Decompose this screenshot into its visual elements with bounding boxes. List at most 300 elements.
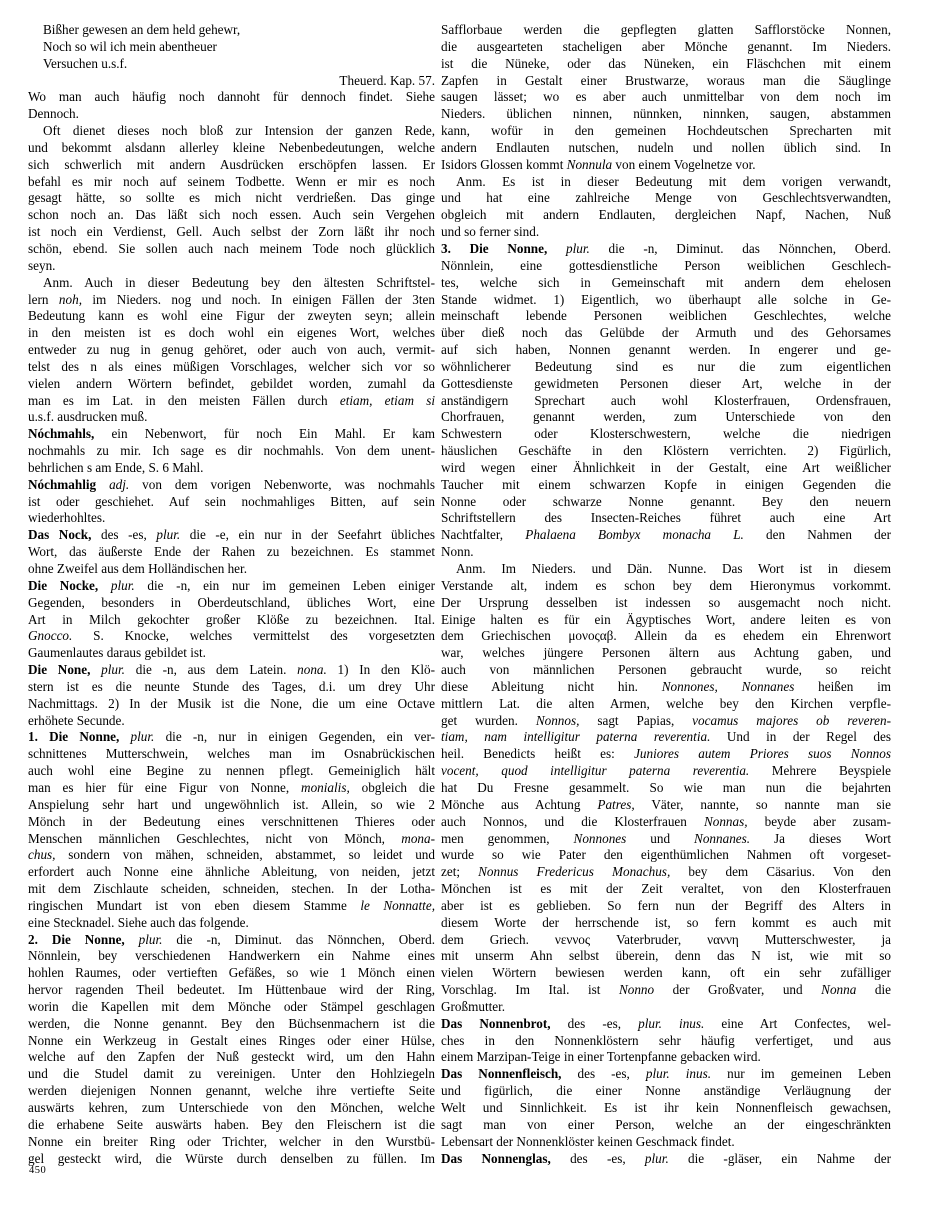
text-run: meinschaft lebende Personen weiblichen Geschlechtes, welche <box>441 308 891 324</box>
text-line <box>441 763 891 780</box>
text-run: Nieders. üblichen ninnen, nünnken, ninnken, saugen, abstammen <box>441 106 891 122</box>
text-run: Isidors Glossen kommt <box>441 156 567 172</box>
text-run: und figürlich, die einer Nonne anständige Verläugnung der <box>441 1083 891 1099</box>
text-run: von einem Vogelnetze vor. <box>612 156 756 172</box>
text-run: Nonnones <box>573 830 627 846</box>
text-line <box>28 123 435 140</box>
text-run: des -es, <box>91 527 157 543</box>
text-run: worin die Kapellen mit dem Mönche oder Stämpel geschlagen <box>28 998 435 1014</box>
text-run: Das Nock, <box>28 527 92 543</box>
text-line <box>441 1033 891 1050</box>
text-run: Phalaena Bombyx monacha L. <box>525 527 744 543</box>
text-run: Nonnones, Nonnanes <box>661 678 795 694</box>
text-run: saugen lässet; wo es aber auch unmittelbar von dem noch im <box>441 89 891 105</box>
text-line <box>441 73 891 90</box>
text-line <box>28 595 435 612</box>
text-line <box>441 746 891 763</box>
text-run: beyde aber zusam- <box>747 813 891 829</box>
text-run: Gnocco. <box>28 628 73 644</box>
text-run: befahl es mir noch auf seinem Todbette. Wenn er mir es noch <box>28 173 435 189</box>
text-line <box>28 662 435 679</box>
text-run: vielen Wörtern bewiesen werden kann, oft ein sehr zufälliger <box>441 965 891 981</box>
text-run: die <box>856 982 891 998</box>
text-line <box>28 190 435 207</box>
text-line <box>441 864 891 881</box>
text-run: Die Nocke, <box>28 577 99 593</box>
text-run: plur. inus. <box>638 1015 705 1031</box>
text-run: erhöhete Secunde. <box>28 712 125 728</box>
text-run: mit unserm Ahn selbst überein, denn das N ist, wie mit so <box>441 948 891 964</box>
text-run: Ja dieses Wort <box>750 830 891 846</box>
text-line <box>28 477 435 494</box>
text-line <box>441 89 891 106</box>
text-run: des -es, <box>550 1015 639 1031</box>
text-line <box>28 847 435 864</box>
text-line <box>28 797 435 814</box>
text-run: get wurden. <box>441 712 536 728</box>
text-line <box>28 106 435 123</box>
text-run: werden diejenigen Nonnen genannt, welche ihre vertiefte Seite <box>28 1083 435 1099</box>
text-run: wiederhohltes. <box>28 510 106 526</box>
text-run: bey dem Cäsarius. Von den <box>670 864 891 880</box>
text-line <box>28 696 435 713</box>
text-run: tiam, nam intelligitur paterna reverentia. <box>441 729 711 745</box>
text-run: adj. <box>109 476 130 492</box>
text-run: schnittenes Mutterschwein, welches man im Osnabrückischen <box>28 746 435 762</box>
text-run: welche auf den Zapfen der Nuß gesteckt wird, um den Hahn <box>28 1049 435 1065</box>
text-run: Zapfen in Gestalt einer Brustwarze, woraus man die Säuglinge <box>441 72 891 88</box>
text-run: auswärts kehren, zum Unterschiede von den Mönchen, welche <box>28 1100 435 1115</box>
text-run: obgleich die <box>349 779 435 795</box>
text-run: noh, <box>58 291 82 307</box>
text-run: man es hier für eine Figur von Nonne, <box>28 779 302 795</box>
text-line <box>28 207 435 224</box>
text-line <box>441 679 891 696</box>
text-run: Nóchmahls, <box>28 426 95 442</box>
text-run: auch von männlichen Personen gebraucht wurde, so reicht <box>441 662 891 678</box>
text-run: Das Nonnenglas, <box>441 1150 551 1166</box>
text-line <box>441 915 891 932</box>
text-run: Anm. Es ist in dieser Bedeutung mit dem vorigen verwandt, <box>456 173 891 189</box>
text-run: Nonne oder schwarze Nonne genannt. Bey den neuern <box>441 493 891 509</box>
text-run: ringischen Mundart ist von eben diesem Stamme <box>28 897 361 913</box>
text-line <box>441 123 891 140</box>
text-line <box>28 174 435 191</box>
text-run: Nonnula <box>566 156 613 172</box>
text-line <box>28 1049 435 1066</box>
text-run: Art in Milch gekochter großer Klöße zu bezeichnen. Ital. <box>28 611 435 627</box>
text-line <box>28 22 435 39</box>
text-run: 2. Die Nonne, <box>28 931 125 947</box>
text-run: mit dem Zischlaute scheiden, schneiden, stechen. In der Lotha- <box>28 881 435 897</box>
text-run: Gaumenlautes daraus gebildet ist. <box>28 645 206 661</box>
text-line <box>28 679 435 696</box>
text-run: Gottesdienste gewidmeten Personen dieser Art, welche in der <box>441 375 891 391</box>
text-line <box>28 1066 435 1083</box>
text-run: Nonne ein breiter Ring oder Trichter, welcher in den Wurstbü- <box>28 1133 435 1149</box>
text-run: man es im Lat. in den meisten Fällen durch <box>28 392 340 408</box>
text-run: häuslichen Geschäfte in den Klöstern verrichten. 2) Figürlich, <box>441 443 891 459</box>
text-run: Nonno <box>618 982 655 998</box>
text-line <box>28 376 435 393</box>
text-run: Nonnanes. <box>694 830 751 846</box>
text-run: plur. <box>101 662 125 678</box>
text-run: S. Knocke, welches vermittelst des vorgesetzten <box>72 628 435 644</box>
text-line <box>28 1134 435 1151</box>
text-run: den Nahmen der <box>743 527 891 543</box>
text-run: mona- <box>401 830 435 846</box>
text-line <box>28 1033 435 1050</box>
text-line <box>441 999 891 1016</box>
text-run: mittlern Lat. die alten Armen, welche bey den Kirchen verpfle- <box>441 695 891 711</box>
text-run: behrlichen s am Ende, S. 6 Mahl. <box>28 459 204 475</box>
text-run: die ausgearteten stacheligen aber Mönche genannt. Im Nieders. <box>441 38 891 54</box>
text-line <box>28 965 435 982</box>
text-run: nochmahls zu mir. Ich sage es dir nochmahls. Von dem unent- <box>28 443 435 459</box>
text-run <box>547 241 566 256</box>
text-line <box>28 39 435 56</box>
text-run: und hat eine zahlreiche Menge von Geschlechtsverwandten, <box>441 190 891 206</box>
text-line <box>28 325 435 342</box>
text-run: andern Endlauten nutschen, nudeln und nollen üblich sind. In <box>441 139 891 155</box>
text-run: obgleich mit andern Endlauten, dergleichen Napf, Nachen, Nuß <box>441 207 891 223</box>
text-run: die -n, Diminut. das Nönnchen, Oberd. <box>162 931 435 947</box>
text-line <box>28 612 435 629</box>
text-run: schon noch an. Das läßt sich noch essen. Auch sein Vergehen <box>28 207 435 223</box>
text-line <box>28 982 435 999</box>
text-run: plur. <box>138 931 163 947</box>
text-line <box>28 426 435 443</box>
text-line <box>441 157 891 174</box>
text-run: Nonnos, <box>535 712 580 728</box>
text-line <box>441 881 891 898</box>
text-run: Nönnlein, eine gottesdienstliche Person weiblichen Geschlech- <box>441 257 891 273</box>
text-run: Nönnlein, bey verschiedenen Handwerkern ein Nahme eines <box>28 948 435 964</box>
text-line <box>441 426 891 443</box>
text-line <box>441 241 891 258</box>
text-run: die -n, ein nur im gemeinen Leben einiger <box>134 577 435 593</box>
text-run: war, welches jüngere Personen ältern aus Achtung gaben, und <box>441 645 891 661</box>
text-run: im Nieders. nog und noch. In einigen Fällen der 3ten <box>81 291 435 307</box>
text-line <box>28 1151 435 1168</box>
text-line <box>441 965 891 982</box>
text-run: Nonn. <box>441 544 474 560</box>
text-run: in den meisten ist es doch wohl ein eigenes Wort, welches <box>28 325 435 341</box>
text-line <box>441 359 891 376</box>
text-run: vielen andern Wörtern befindet, gebildet worden, zumahl da <box>28 375 435 391</box>
text-line <box>28 881 435 898</box>
text-line <box>28 224 435 241</box>
text-run: tes, welche sich in Gemeinschaft mit andern dem ehelosen <box>441 274 891 290</box>
text-line <box>441 494 891 511</box>
text-run: auch wohl eine Begine zu nennen pflegt. Gemeiniglich hält <box>28 763 435 779</box>
text-run: wird wegen einer Ähnlichkeit in der Gestalt, eine Art weißlicher <box>441 459 891 475</box>
text-run: Nachtfalter, <box>441 527 526 543</box>
text-run: Safflorbaue werden die gepflegten glatten Safflorstöcke Nonnen, <box>441 22 891 37</box>
text-line <box>28 1016 435 1033</box>
text-run: Welt und Sinnlichkeit. Es ist ihr kein Nonnenfleisch gewachsen, <box>441 1100 891 1115</box>
text-run: die -n, Diminut. das Nönnchen, Oberd. <box>589 240 891 256</box>
text-run: auch Nonnos, und die Klosterfrauen <box>441 813 704 829</box>
text-line <box>441 612 891 629</box>
text-line <box>28 932 435 949</box>
text-line <box>441 39 891 56</box>
text-run: die erhabene Seite auswärts haben. Bey den Fleischern ist die <box>28 1116 435 1132</box>
text-run: heißen im <box>794 678 891 694</box>
page-number: 450 <box>29 1165 47 1176</box>
text-run: Mönchen ist es mit der Zeit veraltet, von den Klosterfrauen <box>441 881 891 897</box>
text-run: Das Nonnenfleisch, <box>441 1066 562 1082</box>
text-line <box>441 477 891 494</box>
text-run: eine Art Confectes, wel- <box>704 1015 891 1031</box>
text-line <box>441 780 891 797</box>
text-run: ohne Zweifel aus dem Holländischen her. <box>28 561 247 576</box>
text-line <box>28 915 435 932</box>
text-run: Noch so wil ich mein abentheuer <box>43 38 217 54</box>
text-run: telst des n als eines müßigen Vorschlages, welcher sich vor so <box>28 358 435 374</box>
text-run: die -e, ein nur in der Seefahrt übliches <box>180 527 435 543</box>
text-run: Nóchmahlig <box>28 476 97 492</box>
text-run: Stande widmet. 1) Eigentlich, wo überhaupt alle solche in Ge- <box>441 291 891 307</box>
text-line <box>441 1049 891 1066</box>
text-run: men genommen, <box>441 830 574 846</box>
text-run: vocent, quod intelligitur paterna reverentia. <box>441 763 750 779</box>
text-run: Wort, das äußerste Ende der Rahen zu bezeichnen. Es stammet <box>28 544 435 560</box>
text-line <box>28 1117 435 1134</box>
text-line <box>28 241 435 258</box>
text-run: ein Nebenwort, für noch Ein Mahl. Er kam <box>94 426 435 442</box>
text-line <box>28 729 435 746</box>
text-run: Und in der Regel des <box>710 729 891 745</box>
text-run: des -es, <box>550 1150 645 1166</box>
text-run <box>96 477 109 492</box>
text-run: die -gläser, ein Nahme der <box>668 1150 891 1166</box>
text-run: 1) In den Klö- <box>326 662 435 678</box>
text-line <box>441 1083 891 1100</box>
text-line <box>28 999 435 1016</box>
text-run: sondern von mähen, schneiden, abstammet, so leidet und <box>55 847 435 863</box>
text-line <box>28 393 435 410</box>
text-run <box>90 662 101 677</box>
text-run: entweder zu nug in genug gehöret, oder auch von auch, vermit- <box>28 342 435 358</box>
text-line <box>441 696 891 713</box>
text-run: 1. Die Nonne, <box>28 729 120 745</box>
text-run: zet; <box>441 864 479 880</box>
text-run: Vorschlag. Im Ital. ist <box>441 982 619 998</box>
text-run: stern ist es die neunte Stunde des Tages, d.i. um drey Uhr <box>28 678 435 694</box>
text-run: des -es, <box>561 1066 646 1082</box>
text-line <box>441 1016 891 1033</box>
text-run: hohlen Raumes, oder vertieften Gefäßes, so wie 1 Mönch einen <box>28 965 435 981</box>
text-run: der Großvater, und <box>654 982 822 998</box>
text-line <box>441 510 891 527</box>
text-line <box>28 831 435 848</box>
text-run: hat Du Fresne gesammelt. So wie man nun die bejahrten <box>441 779 891 795</box>
text-line <box>28 814 435 831</box>
text-run <box>98 578 111 593</box>
text-run: und die Studel damit zu vereinigen. Unter den Hohlziegeln <box>28 1066 435 1082</box>
text-line <box>441 847 891 864</box>
text-run: ist die Nüneke, oder das Nüneken, ein Fläschchen mit einem <box>441 55 891 71</box>
text-run: Die None, <box>28 662 91 678</box>
text-line <box>441 578 891 595</box>
text-run: Der Ursprung desselben ist indessen so ausgemacht noch nicht. <box>441 594 891 610</box>
text-run: seyn. <box>28 257 56 273</box>
text-line <box>28 527 435 544</box>
text-line <box>441 544 891 561</box>
text-run: Nonnus Fredericus Monachus, <box>478 864 671 880</box>
text-line <box>28 140 435 157</box>
text-line <box>441 258 891 275</box>
text-line <box>28 89 435 106</box>
text-run: Anspielung sehr hart und ungewöhnlich ist. Allein, so wie 2 <box>28 796 435 812</box>
text-line <box>441 713 891 730</box>
text-run: und so ferner sind. <box>441 224 540 240</box>
text-run: anständigern Sprechart auch wohl Klosterfrauen, Ordensfrauen, <box>441 392 891 408</box>
text-run: chus, <box>28 847 56 863</box>
text-line <box>441 22 891 39</box>
text-run: heil. Benedicts heißt es: <box>441 746 635 762</box>
text-line <box>441 443 891 460</box>
text-line <box>28 1083 435 1100</box>
text-column-left <box>28 22 435 1167</box>
text-run: Dennoch. <box>28 106 79 122</box>
text-line <box>441 174 891 191</box>
text-line <box>441 932 891 949</box>
text-line <box>441 460 891 477</box>
text-line <box>28 494 435 511</box>
text-line <box>28 460 435 477</box>
text-run: diese Ableitung nicht hin. <box>441 678 662 694</box>
text-line <box>441 190 891 207</box>
text-run: plur. <box>130 729 155 745</box>
text-run: sagt man von einer Person, welche an der eingeschränkten <box>441 1116 891 1132</box>
text-run: dem Griech. νεννος Vaterbruder, ναννη Mutterschwester, ja <box>441 931 891 947</box>
text-line <box>28 645 435 662</box>
text-run: 3. Die Nonne, <box>441 240 548 256</box>
text-line <box>441 56 891 73</box>
text-line <box>441 325 891 342</box>
text-line <box>441 662 891 679</box>
text-line <box>441 831 891 848</box>
text-run: schön, ebend. Sie sollen auch nach meinem Tode noch glücklich <box>28 240 435 256</box>
text-line <box>441 292 891 309</box>
text-line <box>441 814 891 831</box>
text-run: Lebensart der Nonnenklöster keinen Geschmack findet. <box>441 1133 735 1149</box>
text-run: Nonne ein Werkzeug in Gestalt eines Ringes oder einer Hülse, <box>28 1032 435 1048</box>
text-run: aber ist es geblieben. So fern nun der Begriff des Alters in <box>441 897 891 913</box>
text-run: und <box>626 830 695 846</box>
text-line <box>441 308 891 325</box>
text-line <box>441 1134 891 1151</box>
text-run: ist oder geschiehet. Auf sein nochmahliges Bitten, auf sein <box>28 493 435 509</box>
text-run: Wo man auch häufig noch dannoht für dennoch findet. Siehe <box>28 89 435 105</box>
text-run: kann, wofür in den gemeinen Hochdeutschen Sprecharten mit <box>441 123 891 139</box>
text-line <box>28 443 435 460</box>
text-run: Bißher gewesen an dem held gehewr, <box>43 22 241 37</box>
text-line <box>441 948 891 965</box>
text-run: Väter, nannte, so nannte man sie <box>634 796 891 812</box>
text-run: Anm. Im Nieders. und Dän. Nunne. Das Wort ist in diesem <box>456 561 891 576</box>
text-line <box>441 224 891 241</box>
text-run: plur. <box>565 240 590 256</box>
text-run: Mönche aus Achtung <box>441 796 598 812</box>
text-line <box>28 409 435 426</box>
text-line <box>441 1100 891 1117</box>
text-run: Oft dienet dieses noch bloß zur Intension der ganzen Rede, <box>43 123 435 139</box>
text-run: lern <box>28 291 59 307</box>
text-line <box>441 140 891 157</box>
text-run <box>119 729 130 744</box>
text-run: auf sich haben, Nonnen genannt werden. In engerer und ge- <box>441 342 891 358</box>
text-line <box>28 780 435 797</box>
text-run: dem Griechischen μονοςαβ. Allein da es ehedem ein Ehrenwort <box>441 628 891 644</box>
text-run: Das Nonnenbrot, <box>441 1015 551 1031</box>
text-line <box>441 1066 891 1083</box>
text-line <box>28 578 435 595</box>
text-run: Juniores autem Priores suos Nonnos <box>634 746 891 762</box>
text-run: eine Stecknadel. Siehe auch das folgende. <box>28 914 249 930</box>
text-run: vocamus majores ob reveren- <box>692 712 891 728</box>
text-run: hervor ragenden Theil bedeutet. Im Hüttenbaue wird der Ring, <box>28 982 435 998</box>
text-run: Einige halten es für ein Ägyptisches Wort, andere leiten es von <box>441 611 891 627</box>
text-line <box>28 864 435 881</box>
text-line <box>441 982 891 999</box>
text-run: erfordert auch Nonne eine ähnliche Ableitung, von neiden, jetzt <box>28 864 435 880</box>
text-run: u.s.f. ausdrucken muß. <box>28 409 148 425</box>
text-run: und bekommt alsdann allerley kleine Nebenbedeutungen, welche <box>28 139 435 155</box>
text-line <box>441 729 891 746</box>
text-run: etiam, etiam si <box>339 392 435 408</box>
text-run: Mönch in der Bedeutung eines verschnittenen Thieres oder <box>28 813 435 829</box>
text-line <box>441 376 891 393</box>
text-line <box>28 258 435 275</box>
text-run: Taucher mit einem schwarzen Kopfe in einigen Gegenden die <box>441 476 891 492</box>
text-line <box>441 409 891 426</box>
text-run: sagt Papias, <box>579 712 693 728</box>
text-line <box>441 207 891 224</box>
text-run: Menschen männlichen Geschlechtes, nicht von Mönch, <box>28 830 402 846</box>
text-run: le Nonnatte, <box>360 897 435 913</box>
text-line <box>441 1151 891 1168</box>
text-run: Gegenden, besonders in Oberdeutschland, übliches Wort, eine <box>28 594 435 610</box>
text-line <box>441 898 891 915</box>
text-run: diesem Worte der herrschende ist, so fern kommt es auch mit <box>441 914 891 930</box>
text-line <box>28 628 435 645</box>
text-line <box>28 342 435 359</box>
text-run: gesagt hätte, so sollte es mich nicht verdrießen. Das ginge <box>28 190 435 206</box>
text-line <box>441 106 891 123</box>
text-run: Verstande alt, indem es schon bey dem Hieronymus vorkommt. <box>441 577 891 593</box>
text-line <box>441 628 891 645</box>
text-run: einem Marzipan-Teige in einer Tortenpfanne gebacken wird. <box>441 1049 761 1065</box>
text-run: von dem vorigen Nebenworte, was nochmahls <box>129 476 435 492</box>
text-run: nona. <box>297 662 327 678</box>
text-run: wurde so wie Pater den eigenthümlichen Nahmen oft vorgeset- <box>441 847 891 863</box>
text-run: monialis, <box>301 779 350 795</box>
text-line <box>28 359 435 376</box>
text-line <box>28 1100 435 1117</box>
text-run: Anm. Auch in dieser Bedeutung bey den ältesten Schriftstel- <box>43 274 435 290</box>
text-line <box>28 56 435 73</box>
text-run: plur. <box>156 527 181 543</box>
text-line <box>28 948 435 965</box>
text-line <box>28 763 435 780</box>
text-line <box>441 1117 891 1134</box>
text-run: werden, die Nonne genannt. Bey den Büchsenmachern ist die <box>28 1015 435 1031</box>
text-run: Theuerd. Kap. 57. <box>339 72 435 88</box>
text-line <box>441 275 891 292</box>
